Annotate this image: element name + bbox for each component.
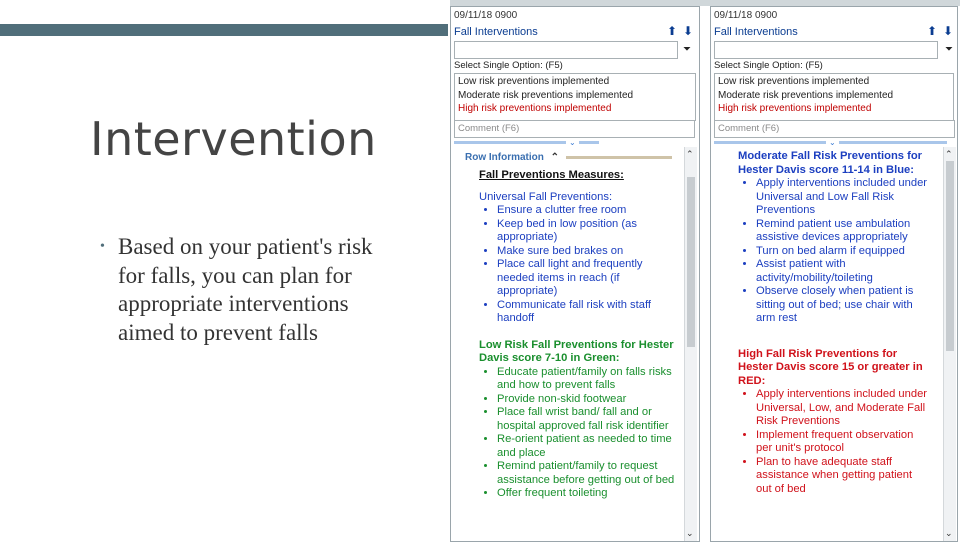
list-item: • Observe closely when patient is sitting out of bed; use chair with arm rest (756, 285, 928, 326)
option-high-risk[interactable]: High risk preventions implemented (458, 103, 612, 114)
move-up-icon[interactable]: ⬆ (667, 24, 678, 38)
list-item: • Re-orient patient as needed to time and place (497, 433, 679, 460)
list-item: • Apply interventions included under Universal and Low Fall Risk Preventions (756, 177, 928, 218)
low-risk-list (479, 366, 679, 501)
list-item: • Keep bed in low position (as appropriate) (497, 218, 679, 245)
value-input[interactable] (454, 41, 678, 59)
move-up-icon[interactable]: ⬆ (927, 24, 938, 38)
scroll-up-icon[interactable]: ⌃ (945, 149, 953, 159)
list-item: • Implement frequent observation per unit's protocol (756, 429, 928, 456)
datetime-label: 09/11/18 0900 (454, 10, 518, 21)
list-item: • Offer frequent toileting (497, 487, 679, 501)
select-option-label: Select Single Option: (F5) (454, 60, 563, 71)
scroll-thumb[interactable] (687, 177, 695, 347)
datetime-label: 09/11/18 0900 (714, 10, 778, 21)
option-moderate-risk[interactable]: Moderate risk preventions implemented (458, 89, 634, 101)
list-item: • Assist patient with activity/mobility/toileting (756, 258, 928, 285)
scroll-down-icon[interactable]: ⌄ (686, 528, 694, 538)
list-item: • Make sure bed brakes on (497, 245, 679, 259)
splitter-bar[interactable] (714, 141, 826, 144)
option-low-risk[interactable]: Low risk preventions implemented (458, 76, 610, 87)
slide-top-bar (0, 24, 448, 36)
bullet-text: Based on your patient's risk for falls, you can plan for appropriate interventions aimed to prevent falls (118, 234, 373, 345)
filter-icon[interactable]: ⏷ (945, 44, 953, 55)
expand-chevron-icon[interactable]: ⌄ (829, 138, 836, 147)
row-information-content (479, 159, 679, 501)
list-item: • Remind patient use ambulation assistive devices appropriately (756, 218, 928, 245)
list-item: • Place fall wrist band/ fall and or hospital approved fall risk identifier (497, 406, 679, 433)
list-item: • Remind patient/family to request assistance before getting out of bed (497, 460, 679, 487)
vertical-scrollbar[interactable] (943, 147, 956, 541)
list-item: • Plan to have adequate staff assistance when getting patient out of bed (756, 456, 928, 497)
vertical-scrollbar[interactable] (684, 147, 697, 541)
panel-title: Fall Interventions (454, 26, 538, 38)
option-high-risk[interactable]: High risk preventions implemented (718, 103, 872, 114)
moderate-risk-list (738, 177, 928, 326)
measures-heading: Fall Preventions Measures: (479, 169, 624, 181)
list-item: • Educate patient/family on falls risks and how to prevent falls (497, 366, 679, 393)
fall-interventions-panel-right (710, 6, 958, 542)
list-item: • Place call light and frequently needed items in reach (if appropriate) (497, 258, 679, 299)
list-item: • Communicate fall risk with staff handoff (497, 299, 679, 326)
slide-bullet (100, 233, 400, 347)
moderate-risk-heading: Moderate Fall Risk Preventions for Hester Davis score 11-14 in Blue: (738, 150, 923, 176)
option-list (714, 73, 954, 121)
slide-title: Intervention (90, 112, 377, 166)
filter-icon[interactable]: ⏷ (683, 44, 691, 55)
high-risk-heading: High Fall Risk Preventions for Hester Davis score 15 or greater in RED: (738, 347, 923, 387)
row-information-label: Row Information (465, 152, 544, 163)
list-item: • Apply interventions included under Universal, Low, and Moderate Fall Risk Preventions (756, 388, 928, 429)
option-moderate-risk[interactable]: Moderate risk preventions implemented (718, 89, 894, 101)
splitter-bar[interactable] (454, 141, 566, 144)
move-down-icon[interactable]: ⬇ (683, 24, 694, 38)
universal-list (479, 204, 679, 326)
high-risk-list (738, 388, 928, 496)
list-item: • Ensure a clutter free room (497, 204, 679, 218)
scroll-down-icon[interactable]: ⌄ (945, 528, 953, 538)
comment-field[interactable]: Comment (F6) (714, 120, 955, 138)
option-low-risk[interactable]: Low risk preventions implemented (718, 76, 870, 87)
move-down-icon[interactable]: ⬇ (943, 24, 954, 38)
list-item: • Turn on bed alarm if equipped (756, 245, 928, 259)
low-risk-heading: Low Risk Fall Preventions for Hester Davis score 7-10 in Green: (479, 338, 674, 364)
bullet-marker: • (100, 239, 105, 254)
collapse-icon[interactable]: ⌃ (550, 152, 560, 163)
list-item: • Provide non-skid footwear (497, 393, 679, 407)
fall-interventions-panel-left (450, 6, 700, 542)
value-input[interactable] (714, 41, 938, 59)
row-information-content (738, 150, 928, 496)
panel-title: Fall Interventions (714, 26, 798, 38)
comment-field[interactable]: Comment (F6) (454, 120, 695, 138)
universal-heading: Universal Fall Preventions: (479, 190, 613, 203)
splitter-bar[interactable] (839, 141, 947, 144)
scroll-up-icon[interactable]: ⌃ (686, 149, 694, 159)
scroll-thumb[interactable] (946, 161, 954, 351)
splitter-bar[interactable] (579, 141, 599, 144)
select-option-label: Select Single Option: (F5) (714, 60, 823, 71)
expand-chevron-icon[interactable]: ⌄ (569, 138, 576, 147)
option-list (454, 73, 696, 121)
